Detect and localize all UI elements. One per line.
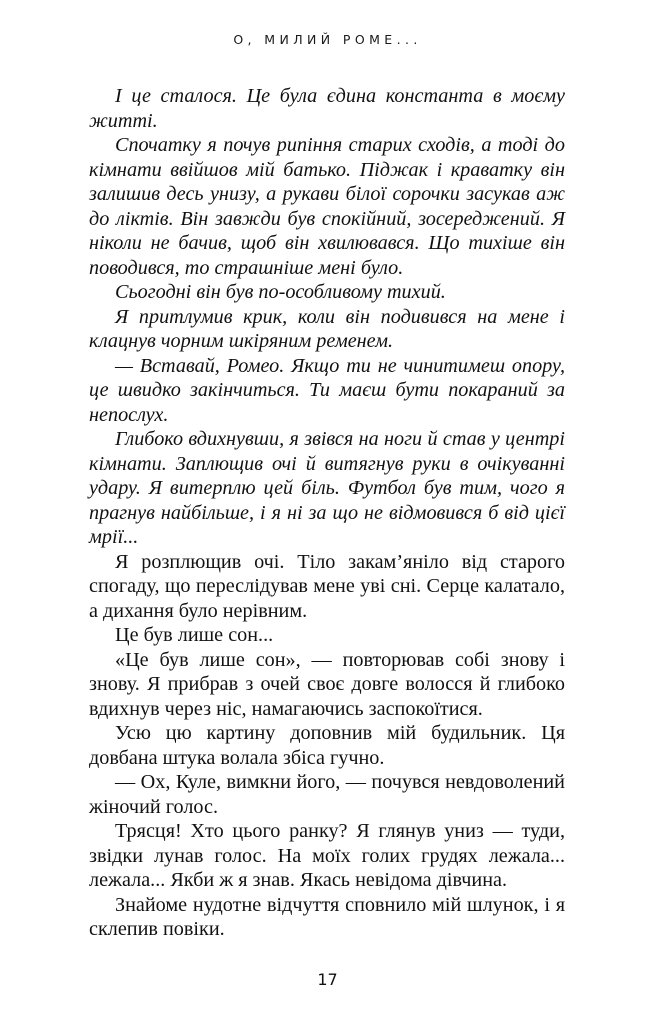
paragraph-10: Усю цю картину доповнив мій будильник. Ця довбана штука волала збіса гучно. [89,722,565,769]
running-title: О, МИЛИЙ РОМЕ... [233,32,422,47]
paragraph-8: Це був лише сон... [115,624,274,646]
paragraph-6: Глибоко вдихнувши, я звівся на ноги й став у центрі кімнати. Заплющив очі й витягнув руки в очікуванні удару. Я витерплю цей біль. Футбол був тим, чого я прагнув найбільше, і я ні за що не відмовився б від цієї мрії... [89,428,565,548]
paragraph-5: — Вставай, Ромео. Якщо ти не чинитимеш опору, це швидко закінчиться. Ти маєш бути покараний за непослух. [89,354,565,426]
paragraph-7: Я розплющив очі. Тіло закам’яніло від старого спогаду, що переслідував мене уві сні. Серце калатало, а дихання було нерівним. [89,550,565,622]
paragraph-1: І це сталося. Це була єдина константа в моєму житті. [89,85,565,132]
paragraph-11: — Ох, Куле, вимкни його, — почувся невдоволений жіночий голос. [89,771,565,818]
page-number: 17 [317,970,338,989]
body-text [89,84,565,942]
paragraph-4: Я притлумив крик, коли він подивився на мене і клацнув чорним шкіряним ременем. [89,305,565,352]
paragraph-3: Сьогодні він був по-особливому тихий. [115,281,446,303]
paragraph-9: «Це був лише сон», — повторював собі знову і знову. Я прибрав з очей своє довге волосся й глибоко вдихнув через ніс, намагаючись заспокоїтися. [89,648,565,720]
paragraph-2: Спочатку я почув рипіння старих сходів, а тоді до кімнати ввійшов мій батько. Піджак і краватку він залишив десь унизу, а рукави білої сорочки засукав аж до ліктів. Він завжди був спокійний, зосереджений. Я ніколи не бачив, щоб він хвилювався. Що тихіше він поводився, то страшніше мені було. [89,134,565,279]
paragraph-12: Трясця! Хто цього ранку? Я глянув униз — туди, звідки лунав голос. На моїх голих грудях лежала... лежала... Якби ж я знав. Якась невідома дівчина. [89,820,565,891]
paragraph-13: Знайоме нудотне відчуття сповнило мій шлунок, і я склепив повіки. [89,893,565,940]
